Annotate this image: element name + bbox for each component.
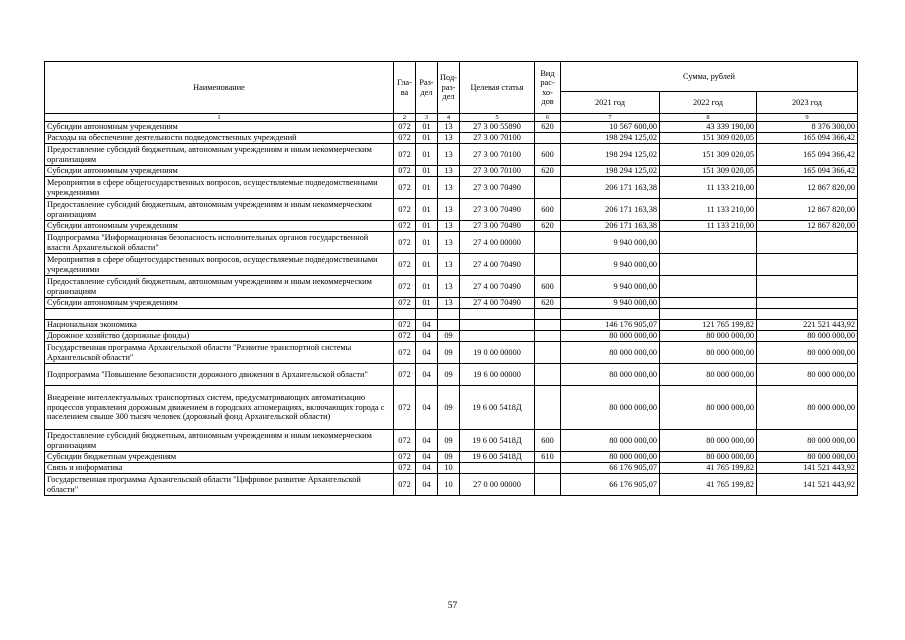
header-vid: Вид рас-хо-дов: [535, 62, 561, 114]
row-tselevaya-statya: [460, 309, 535, 320]
column-number: 9: [757, 114, 858, 122]
row-glava: 072: [394, 254, 416, 276]
row-glava: [394, 309, 416, 320]
row-sum-2022: 11 133 210,00: [660, 177, 757, 199]
row-sum-2022: [660, 309, 757, 320]
row-glava: 072: [394, 166, 416, 177]
row-razdel: 01: [416, 122, 438, 133]
row-glava: 072: [394, 342, 416, 364]
row-sum-2021: 206 171 163,38: [561, 221, 660, 232]
row-razdel: 01: [416, 298, 438, 309]
row-sum-2022: 80 000 000,00: [660, 386, 757, 430]
row-sum-2023: 165 094 366,42: [757, 144, 858, 166]
row-razdel: 01: [416, 221, 438, 232]
row-sum-2022: [660, 232, 757, 254]
table-row: [45, 430, 858, 452]
row-vid-rashodov: 620: [535, 221, 561, 232]
row-tselevaya-statya: 27 3 00 55890: [460, 122, 535, 133]
row-sum-2021: 198 294 125,02: [561, 166, 660, 177]
row-tselevaya-statya: 19 0 00 00000: [460, 342, 535, 364]
row-sum-2021: 10 567 600,00: [561, 122, 660, 133]
row-sum-2022: 151 309 020,05: [660, 133, 757, 144]
row-glava: 072: [394, 331, 416, 342]
row-razdel: 04: [416, 474, 438, 496]
row-vid-rashodov: [535, 232, 561, 254]
row-name: Дорожное хозяйство (дорожные фонды): [45, 331, 394, 342]
row-razdel: 04: [416, 364, 438, 386]
row-podrazdel: [438, 309, 460, 320]
header-podrazdel: Под-раз-дел: [438, 62, 460, 114]
header-year-2022: 2022 год: [660, 92, 757, 114]
row-glava: 072: [394, 452, 416, 463]
row-podrazdel: 13: [438, 144, 460, 166]
row-podrazdel: 09: [438, 452, 460, 463]
table-row: [45, 463, 858, 474]
row-sum-2021: 206 171 163,38: [561, 199, 660, 221]
row-vid-rashodov: [535, 331, 561, 342]
row-podrazdel: 13: [438, 133, 460, 144]
row-vid-rashodov: [535, 133, 561, 144]
row-name: Субсидии автономным учреждениям: [45, 298, 394, 309]
table-row: [45, 386, 858, 430]
table-row: [45, 364, 858, 386]
row-razdel: 01: [416, 199, 438, 221]
row-tselevaya-statya: 27 4 00 00000: [460, 232, 535, 254]
row-tselevaya-statya: 27 4 00 70490: [460, 254, 535, 276]
column-number-row: [45, 114, 858, 122]
row-sum-2021: 9 940 000,00: [561, 298, 660, 309]
row-sum-2023: [757, 232, 858, 254]
table-row: [45, 309, 858, 320]
row-razdel: 04: [416, 430, 438, 452]
row-razdel: 04: [416, 331, 438, 342]
row-vid-rashodov: 600: [535, 144, 561, 166]
row-razdel: 04: [416, 386, 438, 430]
row-sum-2022: [660, 276, 757, 298]
row-vid-rashodov: [535, 320, 561, 331]
row-sum-2021: 146 176 905,07: [561, 320, 660, 331]
row-vid-rashodov: 620: [535, 166, 561, 177]
row-podrazdel: 13: [438, 232, 460, 254]
row-tselevaya-statya: 27 4 00 70490: [460, 298, 535, 309]
row-sum-2022: 80 000 000,00: [660, 342, 757, 364]
row-podrazdel: 09: [438, 430, 460, 452]
row-glava: 072: [394, 474, 416, 496]
table-row: [45, 221, 858, 232]
row-name: Предоставление субсидий бюджетным, автономным учреждениям и иным некоммерческим организациям: [45, 199, 394, 221]
column-number: 7: [561, 114, 660, 122]
row-tselevaya-statya: 27 3 00 70490: [460, 177, 535, 199]
row-glava: 072: [394, 144, 416, 166]
table-row: [45, 342, 858, 364]
row-sum-2023: 165 094 366,42: [757, 133, 858, 144]
row-vid-rashodov: 620: [535, 122, 561, 133]
row-vid-rashodov: [535, 463, 561, 474]
row-vid-rashodov: 600: [535, 430, 561, 452]
row-vid-rashodov: [535, 474, 561, 496]
row-vid-rashodov: 620: [535, 298, 561, 309]
row-podrazdel: 09: [438, 386, 460, 430]
row-sum-2023: 80 000 000,00: [757, 452, 858, 463]
header-razdel: Раз-дел: [416, 62, 438, 114]
row-sum-2022: [660, 298, 757, 309]
row-razdel: 01: [416, 166, 438, 177]
header-summa: Сумма, рублей: [561, 62, 858, 92]
row-name: Расходы на обеспечение деятельности подведомственных учреждений: [45, 133, 394, 144]
row-podrazdel: 13: [438, 254, 460, 276]
row-podrazdel: 13: [438, 122, 460, 133]
row-sum-2023: 221 521 443,92: [757, 320, 858, 331]
table-row: [45, 452, 858, 463]
row-tselevaya-statya: 27 3 00 70100: [460, 133, 535, 144]
row-sum-2021: 80 000 000,00: [561, 386, 660, 430]
row-glava: 072: [394, 320, 416, 331]
row-name: Субсидии автономным учреждениям: [45, 122, 394, 133]
row-glava: 072: [394, 199, 416, 221]
row-sum-2022: 151 309 020,05: [660, 144, 757, 166]
header-year-2021: 2021 год: [561, 92, 660, 114]
table-row: [45, 331, 858, 342]
row-name: Национальная экономика: [45, 320, 394, 331]
row-podrazdel: 13: [438, 221, 460, 232]
table-row: [45, 298, 858, 309]
row-sum-2023: 80 000 000,00: [757, 342, 858, 364]
row-podrazdel: 10: [438, 474, 460, 496]
row-razdel: [416, 309, 438, 320]
row-name: Предоставление субсидий бюджетным, автономным учреждениям и иным некоммерческим организациям: [45, 144, 394, 166]
row-tselevaya-statya: 27 3 00 70490: [460, 221, 535, 232]
row-podrazdel: 13: [438, 199, 460, 221]
row-sum-2021: 66 176 905,07: [561, 463, 660, 474]
row-vid-rashodov: [535, 177, 561, 199]
row-name: Подпрограмма "Повышение безопасности дорожного движения в Архангельской области": [45, 364, 394, 386]
row-sum-2022: 80 000 000,00: [660, 331, 757, 342]
row-sum-2023: 141 521 443,92: [757, 463, 858, 474]
table-row: [45, 177, 858, 199]
row-glava: 072: [394, 232, 416, 254]
row-sum-2022: 80 000 000,00: [660, 452, 757, 463]
row-vid-rashodov: 600: [535, 276, 561, 298]
table-row: [45, 166, 858, 177]
row-glava: 072: [394, 177, 416, 199]
row-sum-2021: 9 940 000,00: [561, 232, 660, 254]
table-row: [45, 320, 858, 331]
row-sum-2023: 12 867 820,00: [757, 199, 858, 221]
row-sum-2021: 80 000 000,00: [561, 452, 660, 463]
row-sum-2023: 141 521 443,92: [757, 474, 858, 496]
table-row: [45, 199, 858, 221]
row-podrazdel: [438, 320, 460, 331]
row-sum-2022: 43 339 190,00: [660, 122, 757, 133]
row-sum-2022: 41 765 199,82: [660, 474, 757, 496]
row-glava: 072: [394, 221, 416, 232]
row-tselevaya-statya: 19 6 00 5418Д: [460, 430, 535, 452]
row-tselevaya-statya: 27 3 00 70490: [460, 199, 535, 221]
row-razdel: 04: [416, 342, 438, 364]
row-glava: 072: [394, 122, 416, 133]
row-tselevaya-statya: [460, 463, 535, 474]
row-sum-2023: [757, 298, 858, 309]
row-name: Подпрограмма "Информационная безопасность исполнительных органов государственной власти Архангельской области": [45, 232, 394, 254]
page-number: 57: [447, 601, 458, 611]
column-number: 5: [460, 114, 535, 122]
row-sum-2023: 80 000 000,00: [757, 430, 858, 452]
row-sum-2021: 198 294 125,02: [561, 133, 660, 144]
row-podrazdel: 10: [438, 463, 460, 474]
row-podrazdel: 13: [438, 298, 460, 309]
row-sum-2021: 80 000 000,00: [561, 364, 660, 386]
row-sum-2021: 198 294 125,02: [561, 144, 660, 166]
row-name: Субсидии автономным учреждениям: [45, 221, 394, 232]
column-number: 6: [535, 114, 561, 122]
row-podrazdel: 13: [438, 276, 460, 298]
row-glava: 072: [394, 276, 416, 298]
row-sum-2022: 121 765 199,82: [660, 320, 757, 331]
row-sum-2021: [561, 309, 660, 320]
row-sum-2022: 41 765 199,82: [660, 463, 757, 474]
row-name: [45, 309, 394, 320]
table-row: [45, 133, 858, 144]
row-sum-2023: 8 376 300,00: [757, 122, 858, 133]
row-razdel: 01: [416, 177, 438, 199]
table-row: [45, 232, 858, 254]
row-sum-2023: 12 867 820,00: [757, 221, 858, 232]
row-podrazdel: 13: [438, 166, 460, 177]
table-row: [45, 144, 858, 166]
row-vid-rashodov: [535, 342, 561, 364]
row-sum-2021: 80 000 000,00: [561, 342, 660, 364]
budget-table: [44, 61, 858, 496]
row-razdel: 01: [416, 232, 438, 254]
row-sum-2021: 206 171 163,38: [561, 177, 660, 199]
row-tselevaya-statya: [460, 331, 535, 342]
row-glava: 072: [394, 133, 416, 144]
row-sum-2021: 9 940 000,00: [561, 276, 660, 298]
row-sum-2023: 80 000 000,00: [757, 364, 858, 386]
row-tselevaya-statya: 19 6 00 00000: [460, 364, 535, 386]
row-name: Субсидии автономным учреждениям: [45, 166, 394, 177]
row-razdel: 01: [416, 254, 438, 276]
row-sum-2022: 11 133 210,00: [660, 221, 757, 232]
row-sum-2022: [660, 254, 757, 276]
row-name: Предоставление субсидий бюджетным, автономным учреждениям и иным некоммерческим организациям: [45, 276, 394, 298]
row-sum-2021: 66 176 905,07: [561, 474, 660, 496]
row-razdel: 04: [416, 320, 438, 331]
row-razdel: 04: [416, 463, 438, 474]
row-name: Мероприятия в сфере общегосударственных вопросов, осуществляемые подведомственными учреждениями: [45, 177, 394, 199]
table-row: [45, 276, 858, 298]
row-vid-rashodov: [535, 364, 561, 386]
row-sum-2021: 80 000 000,00: [561, 331, 660, 342]
row-sum-2023: 80 000 000,00: [757, 386, 858, 430]
column-number: 3: [416, 114, 438, 122]
row-sum-2021: 80 000 000,00: [561, 430, 660, 452]
row-sum-2021: 9 940 000,00: [561, 254, 660, 276]
row-razdel: 04: [416, 452, 438, 463]
row-name: Внедрение интеллектуальных транспортных систем, предусматривающих автоматизацию процессов управления дорожным движением в городских агломерациях, включающих города с населением свыше 300 тысяч человек (дорожный фонд Архангельской области): [45, 386, 394, 430]
column-number: 2: [394, 114, 416, 122]
row-sum-2022: 151 309 020,05: [660, 166, 757, 177]
row-name: Мероприятия в сфере общегосударственных вопросов, осуществляемые подведомственными учреждениями: [45, 254, 394, 276]
row-name: Предоставление субсидий бюджетным, автономным учреждениям и иным некоммерческим организациям: [45, 430, 394, 452]
row-glava: 072: [394, 463, 416, 474]
row-sum-2022: 11 133 210,00: [660, 199, 757, 221]
table-row: [45, 474, 858, 496]
table-row: [45, 122, 858, 133]
row-podrazdel: 09: [438, 342, 460, 364]
header-name: Наименование: [45, 62, 394, 114]
row-name: Субсидии бюджетным учреждениям: [45, 452, 394, 463]
column-number: 1: [45, 114, 394, 122]
row-vid-rashodov: [535, 309, 561, 320]
row-podrazdel: 13: [438, 177, 460, 199]
row-sum-2022: 80 000 000,00: [660, 430, 757, 452]
row-sum-2023: [757, 254, 858, 276]
row-sum-2022: 80 000 000,00: [660, 364, 757, 386]
row-tselevaya-statya: 27 3 00 70100: [460, 166, 535, 177]
row-podrazdel: 09: [438, 364, 460, 386]
header-tselevaya: Целевая статья: [460, 62, 535, 114]
header-glava: Гла-ва: [394, 62, 416, 114]
row-vid-rashodov: [535, 386, 561, 430]
row-sum-2023: [757, 309, 858, 320]
table-row: [45, 254, 858, 276]
row-sum-2023: [757, 276, 858, 298]
row-vid-rashodov: [535, 254, 561, 276]
row-tselevaya-statya: 27 4 00 70490: [460, 276, 535, 298]
column-number: 8: [660, 114, 757, 122]
row-razdel: 01: [416, 144, 438, 166]
row-tselevaya-statya: [460, 320, 535, 331]
row-vid-rashodov: 610: [535, 452, 561, 463]
row-glava: 072: [394, 386, 416, 430]
row-glava: 072: [394, 298, 416, 309]
row-podrazdel: 09: [438, 331, 460, 342]
row-sum-2023: 165 094 366,42: [757, 166, 858, 177]
row-sum-2023: 12 867 820,00: [757, 177, 858, 199]
header-year-2023: 2023 год: [757, 92, 858, 114]
row-glava: 072: [394, 364, 416, 386]
row-tselevaya-statya: 19 6 00 5418Д: [460, 452, 535, 463]
column-number: 4: [438, 114, 460, 122]
row-tselevaya-statya: 19 6 00 5418Д: [460, 386, 535, 430]
row-name: Государственная программа Архангельской области "Цифровое развитие Архангельской области": [45, 474, 394, 496]
row-name: Связь и информатика: [45, 463, 394, 474]
row-tselevaya-statya: 27 0 00 00000: [460, 474, 535, 496]
row-tselevaya-statya: 27 3 00 70100: [460, 144, 535, 166]
row-vid-rashodov: 600: [535, 199, 561, 221]
row-sum-2023: 80 000 000,00: [757, 331, 858, 342]
row-razdel: 01: [416, 276, 438, 298]
row-glava: 072: [394, 430, 416, 452]
row-name: Государственная программа Архангельской области "Развитие транспортной системы Архангельской области": [45, 342, 394, 364]
row-razdel: 01: [416, 133, 438, 144]
